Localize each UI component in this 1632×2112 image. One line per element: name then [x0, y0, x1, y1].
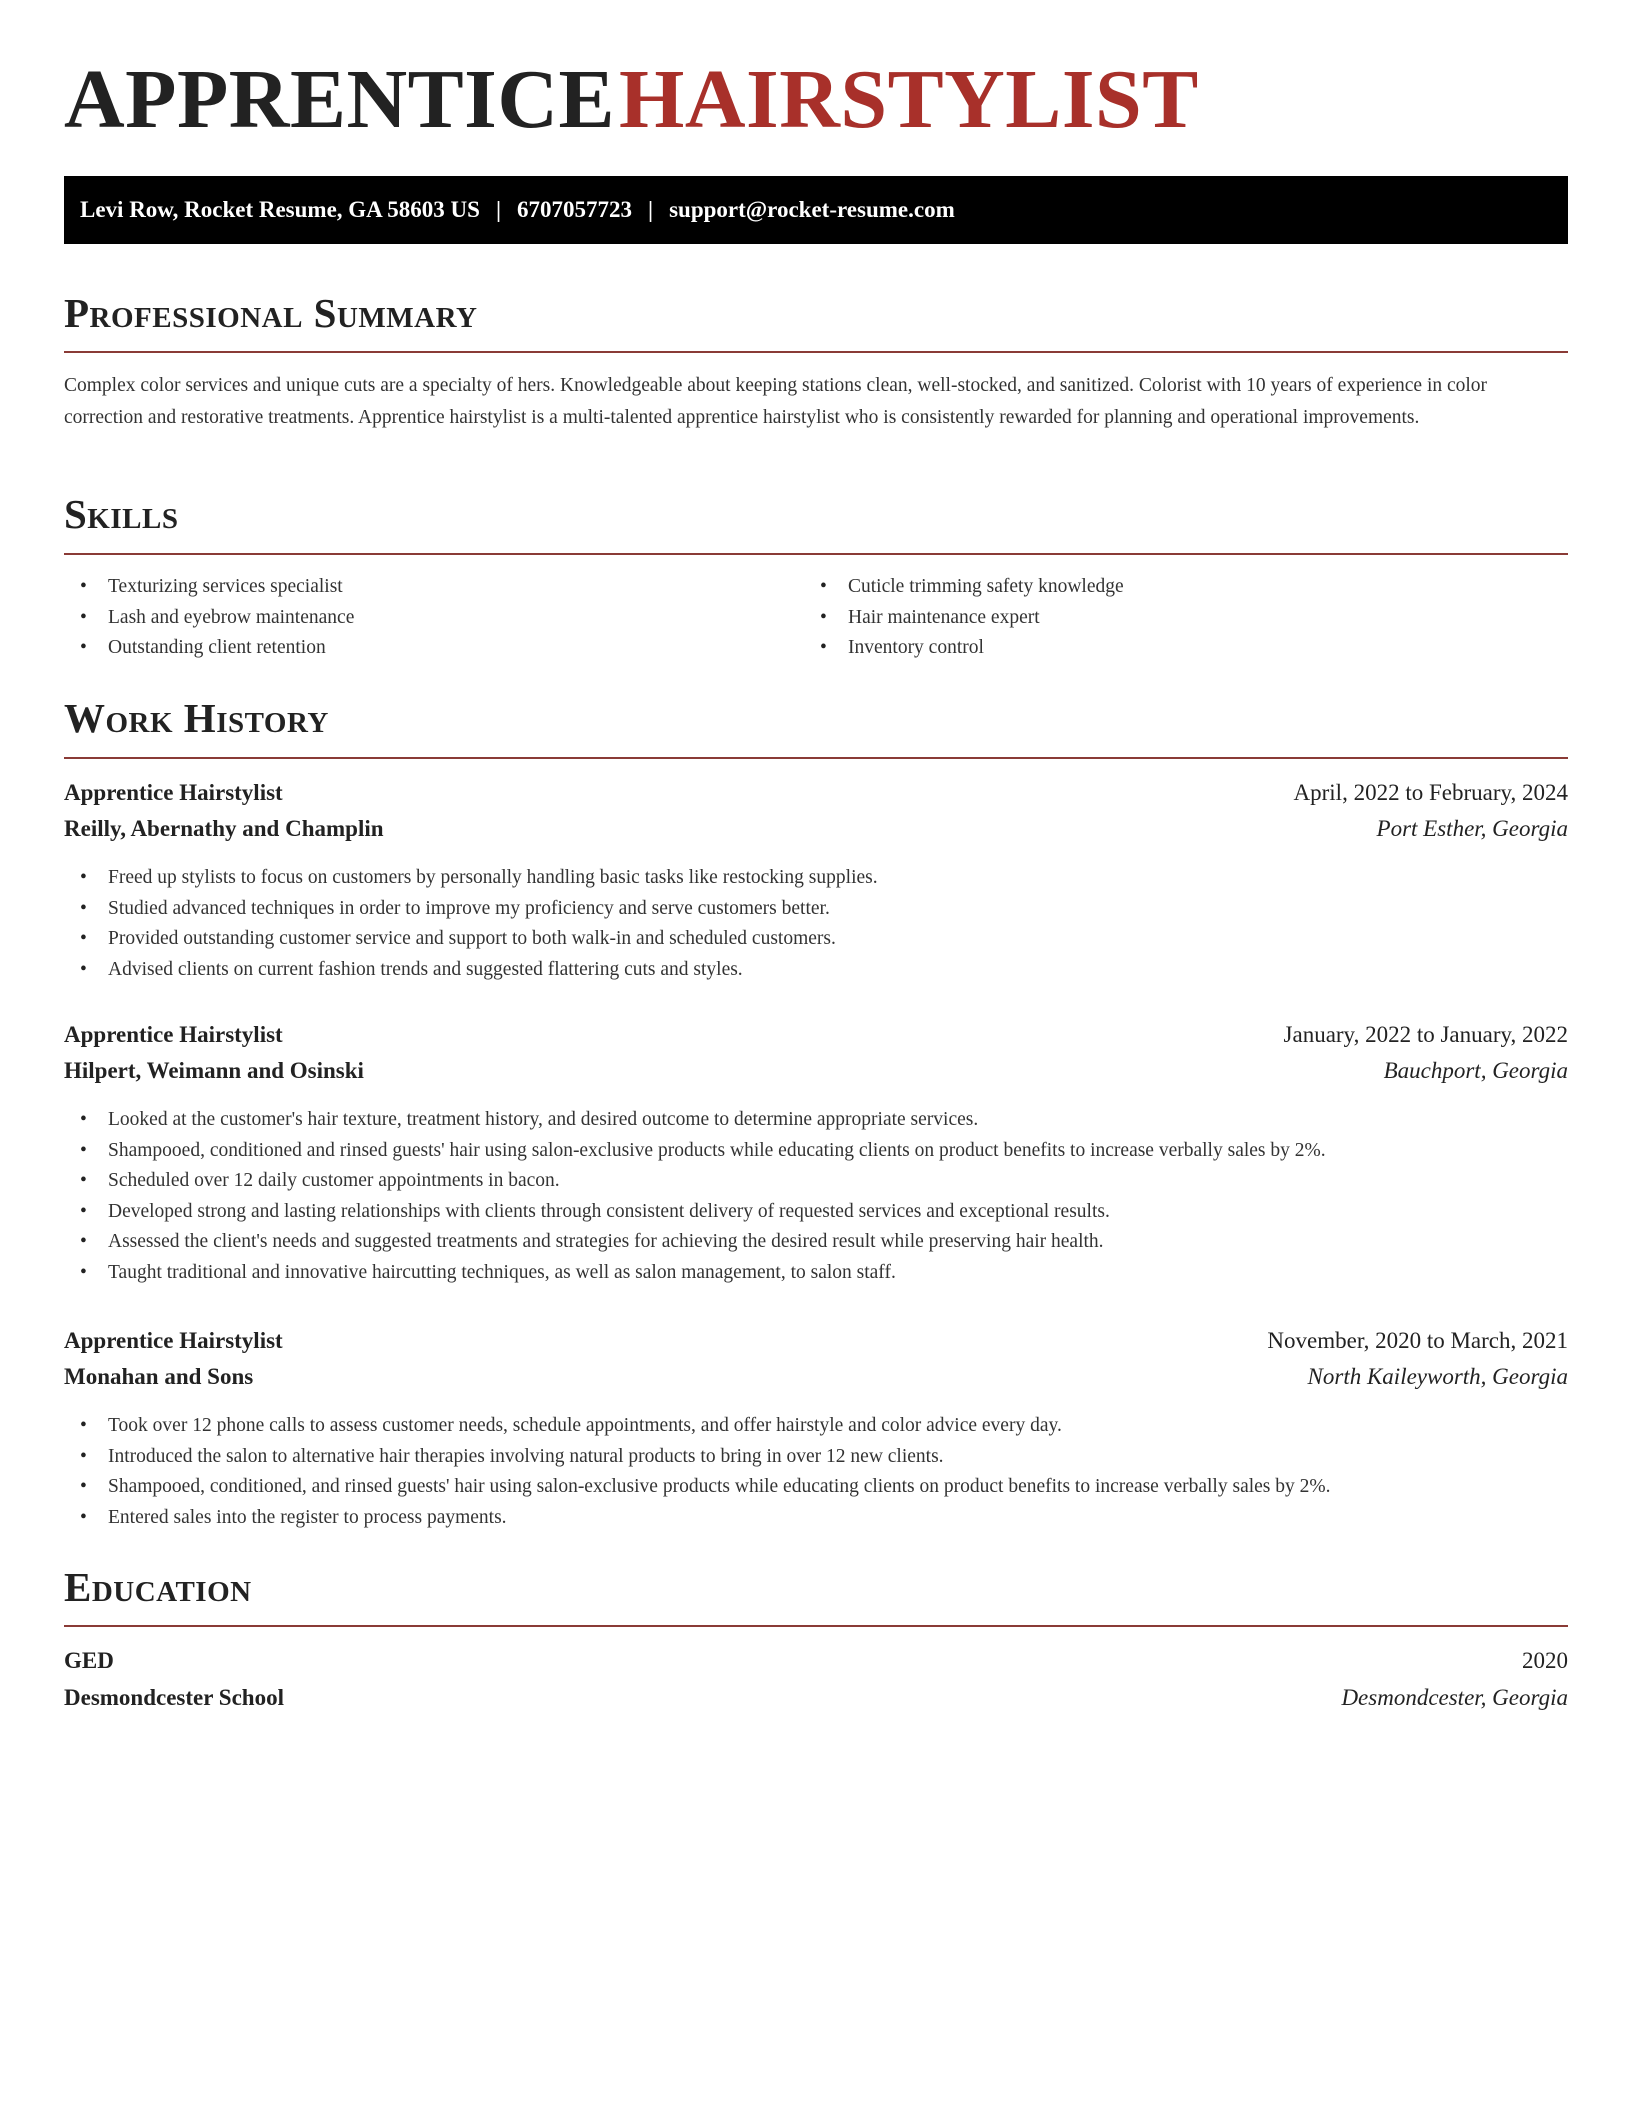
- job-dates: January, 2022 to January, 2022: [1283, 1022, 1568, 1047]
- job-bullet: • Entered sales into the register to process payments.: [64, 1503, 1568, 1534]
- summary-heading: Professional Summary: [64, 290, 478, 336]
- job-bullet: • Studied advanced techniques in order to improve my proficiency and serve customers better.: [64, 894, 1568, 925]
- job-dates: April, 2022 to February, 2024: [1293, 780, 1568, 805]
- skill-item: • Lash and eyebrow maintenance: [64, 603, 354, 634]
- work-divider: [64, 757, 1568, 759]
- skills-list-right: [804, 572, 1124, 664]
- skill-item: • Outstanding client retention: [64, 633, 354, 664]
- job-title: Apprentice Hairstylist: [64, 1022, 283, 1047]
- job-bullet: • Developed strong and lasting relationships with clients through consistent delivery of requested services and exceptional results.: [64, 1197, 1568, 1228]
- education-degree: GED: [64, 1648, 114, 1673]
- job-company: Reilly, Abernathy and Champlin: [64, 816, 384, 841]
- skills-list-left: [64, 572, 354, 664]
- skill-item: • Cuticle trimming safety knowledge: [804, 572, 1124, 603]
- job-bullet: • Introduced the salon to alternative hair therapies involving natural products to bring in over 12 new clients.: [64, 1442, 1568, 1473]
- education-subheader: [64, 1681, 1568, 1715]
- job-bullet: • Advised clients on current fashion trends and suggested flattering cuts and styles.: [64, 955, 1568, 986]
- contact-phone: 6707057723: [517, 197, 633, 222]
- job-title: Apprentice Hairstylist: [64, 780, 283, 805]
- skill-item: • Inventory control: [804, 633, 1124, 664]
- job-subheader: [64, 812, 1568, 846]
- job-bullet: • Provided outstanding customer service and support to both walk-in and scheduled customers.: [64, 924, 1568, 955]
- work-heading: Work History: [64, 695, 329, 741]
- skill-item: • Hair maintenance expert: [804, 603, 1124, 634]
- resume-title: [64, 50, 1568, 150]
- job-bullet-list: [64, 1105, 1568, 1288]
- contact-separator: |: [648, 197, 654, 222]
- job-bullet: • Assessed the client's needs and suggested treatments and strategies for achieving the desired result while preserving hair health.: [64, 1227, 1568, 1258]
- job-bullet: • Freed up stylists to focus on customers by personally handling basic tasks like restocking supplies.: [64, 863, 1568, 894]
- job-subheader: [64, 1054, 1568, 1088]
- title-part-dark: APPRENTICE: [64, 53, 616, 146]
- job-company: Hilpert, Weimann and Osinski: [64, 1058, 364, 1083]
- job-bullet: • Looked at the customer's hair texture, treatment history, and desired outcome to determine appropriate services.: [64, 1105, 1568, 1136]
- education-heading: Education: [64, 1564, 252, 1610]
- job-bullet-list: [64, 863, 1568, 985]
- contact-email: support@rocket-resume.com: [669, 197, 955, 222]
- skill-item: • Texturizing services specialist: [64, 572, 354, 603]
- education-school: Desmondcester School: [64, 1685, 284, 1710]
- skills-heading: Skills: [64, 491, 179, 537]
- job-location: Port Esther, Georgia: [1376, 816, 1568, 841]
- job-bullet: • Took over 12 phone calls to assess customer needs, schedule appointments, and offer hairstyle and color advice every day.: [64, 1411, 1568, 1442]
- job-bullet: • Scheduled over 12 daily customer appointments in bacon.: [64, 1166, 1568, 1197]
- job-bullet: • Shampooed, conditioned and rinsed guests' hair using salon-exclusive products while educating clients on product benefits to increase verbally sales by 2%.: [64, 1136, 1568, 1167]
- job-location: North Kaileyworth, Georgia: [1307, 1364, 1568, 1389]
- summary-text: Complex color services and unique cuts are a specialty of hers. Knowledgeable about keeping stations clean, well-stocked, and sanitized. Colorist with 10 years of experience in color correction and restorative treatments. Apprentice hairstylist is a multi-talented apprentice hairstylist who is consistently rewarded for planning and operational improvements.: [64, 375, 1488, 428]
- contact-separator: |: [495, 197, 502, 222]
- job-dates: November, 2020 to March, 2021: [1267, 1328, 1568, 1353]
- job-title: Apprentice Hairstylist: [64, 1328, 283, 1353]
- job-header: [64, 1324, 1568, 1358]
- job-subheader: [64, 1360, 1568, 1394]
- title-part-red: HAIRSTYLIST: [619, 53, 1199, 146]
- job-bullet: • Shampooed, conditioned, and rinsed guests' hair using salon-exclusive products while educating clients on product benefits to increase verbally sales by 2%.: [64, 1472, 1568, 1503]
- skills-divider: [64, 553, 1568, 555]
- contact-bar: [64, 176, 1568, 244]
- job-header: [64, 776, 1568, 810]
- job-bullet: • Taught traditional and innovative haircutting techniques, as well as salon management, to salon staff.: [64, 1258, 1568, 1289]
- job-header: [64, 1018, 1568, 1052]
- education-year: 2020: [1522, 1648, 1568, 1673]
- education-header: [64, 1644, 1568, 1678]
- job-bullet-list: [64, 1411, 1568, 1533]
- job-location: Bauchport, Georgia: [1383, 1058, 1568, 1083]
- job-company: Monahan and Sons: [64, 1364, 254, 1389]
- education-location: Desmondcester, Georgia: [1341, 1685, 1568, 1710]
- education-divider: [64, 1625, 1568, 1627]
- summary-divider: [64, 351, 1568, 353]
- contact-address: Levi Row, Rocket Resume, GA 58603 US: [80, 197, 480, 222]
